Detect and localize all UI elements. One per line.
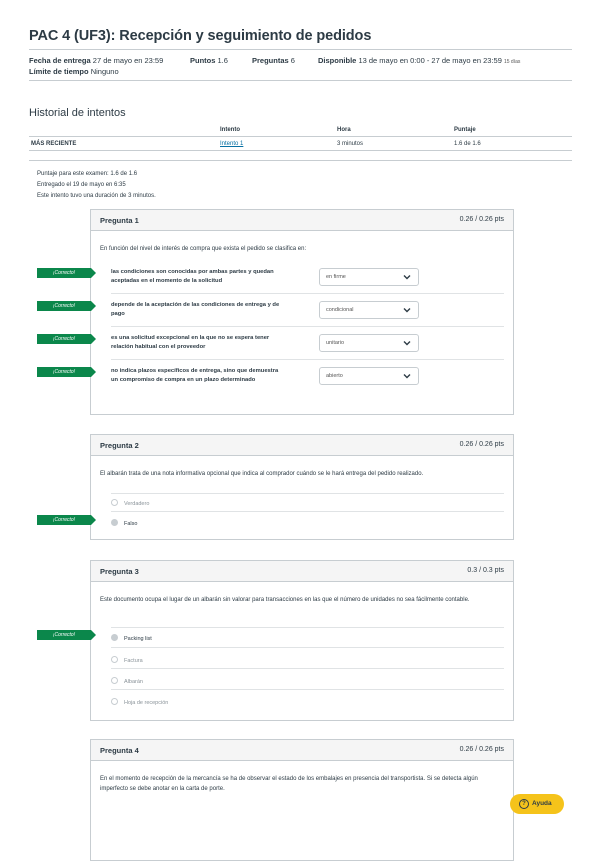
- correct-tag: ¡Correcto!: [37, 630, 91, 640]
- col-header-attempt: Intento: [220, 127, 240, 133]
- page-title: PAC 4 (UF3): Recepción y seguimiento de pedidos: [29, 28, 372, 44]
- question-2: [90, 434, 514, 540]
- radio-icon: [111, 519, 118, 526]
- row-label: MÁS RECIENTE: [31, 141, 77, 147]
- due-date: Fecha de entrega 27 de mayo en 23:59: [29, 56, 164, 65]
- divider: [111, 493, 504, 494]
- question-header: [91, 740, 513, 761]
- answer-option: Albarán: [111, 677, 143, 685]
- attempt-history-title: Historial de intentos: [29, 107, 126, 119]
- radio-icon: [111, 499, 118, 506]
- question-name: Pregunta 2: [100, 441, 139, 450]
- divider: [111, 627, 504, 628]
- attempt-link[interactable]: Intento 1: [220, 141, 244, 147]
- points: Puntos 1.6: [190, 56, 228, 65]
- attempt-score: 1.6 de 1.6: [454, 141, 481, 147]
- radio-icon: [111, 698, 118, 705]
- divider: [29, 136, 572, 137]
- question-text: En función del nivel de interés de compra que exista el pedido se clasifica en:: [100, 246, 307, 252]
- duration-line: Este intento tuvo una duración de 3 minutos.: [37, 193, 156, 199]
- divider: [111, 293, 504, 294]
- divider: [29, 49, 572, 50]
- question-header: [91, 435, 513, 456]
- answer-option: Factura: [111, 656, 143, 664]
- match-select[interactable]: abierto: [319, 367, 419, 385]
- divider: [111, 326, 504, 327]
- divider: [111, 689, 504, 690]
- match-statement: es una solicitud excepcional en la que no se espera tener relación habitual con el proveedor: [111, 335, 270, 350]
- question-text: El albarán trata de una nota informativa opcional que indica al comprador cuándo se le hará entrega del pedido realizado.: [100, 471, 424, 477]
- divider: [29, 160, 572, 161]
- question-header: [91, 210, 513, 231]
- answer-option: Hoja de recepción: [111, 698, 168, 706]
- correct-tag: ¡Correcto!: [37, 367, 91, 377]
- radio-icon: [111, 634, 118, 641]
- question-name: Pregunta 1: [100, 216, 139, 225]
- question-name: Pregunta 3: [100, 567, 139, 576]
- correct-tag: ¡Correcto!: [37, 334, 91, 344]
- match-select[interactable]: unitario: [319, 334, 419, 352]
- divider: [111, 668, 504, 669]
- chevron-down-icon: [402, 272, 412, 282]
- help-button[interactable]: ? Ayuda: [510, 794, 564, 814]
- match-statement: las condiciones son conocidas por ambas partes y quedan aceptadas en el momento de la solicitud: [111, 269, 274, 284]
- divider: [111, 511, 504, 512]
- question-points: 0.3 / 0.3 pts: [467, 567, 504, 574]
- answer-option: Packing list: [111, 634, 152, 642]
- correct-tag: ¡Correcto!: [37, 268, 91, 278]
- availability: Disponible 13 de mayo en 0:00 - 27 de mayo en 23:59 15 días: [318, 56, 521, 65]
- question-icon: ?: [519, 799, 529, 809]
- question-points: 0.26 / 0.26 pts: [459, 216, 504, 223]
- correct-tag: ¡Correcto!: [37, 301, 91, 311]
- question-count: Preguntas 6: [252, 56, 295, 65]
- question-points: 0.26 / 0.26 pts: [459, 746, 504, 753]
- submitted-line: Entregado el 19 de mayo en 6:35: [37, 182, 126, 188]
- question-name: Pregunta 4: [100, 746, 139, 755]
- time-limit: Límite de tiempo Ninguno: [29, 67, 119, 76]
- answer-option: Falso: [111, 519, 137, 527]
- match-select[interactable]: en firme: [319, 268, 419, 286]
- match-select[interactable]: condicional: [319, 301, 419, 319]
- col-header-score: Puntaje: [454, 127, 476, 133]
- divider: [29, 150, 572, 151]
- question-1: [90, 209, 514, 415]
- col-header-time: Hora: [337, 127, 351, 133]
- question-text: Este documento ocupa el lugar de un albarán sin valorar para transacciones en las que el número de unidades no sea fácilmente contable.: [100, 597, 470, 603]
- answer-option: Verdadero: [111, 499, 149, 507]
- match-statement: no indica plazos específicos de entrega, sino que demuestra un compromiso de compra en un plazo determinado: [111, 368, 279, 383]
- divider: [111, 647, 504, 648]
- question-4: [90, 739, 514, 861]
- chevron-down-icon: [402, 305, 412, 315]
- radio-icon: [111, 656, 118, 663]
- question-3: [90, 560, 514, 721]
- chevron-down-icon: [402, 338, 412, 348]
- question-text: En el momento de recepción de la mercancía se ha de observar el estado de los embalajes en presencia del transportista. Si se detecta algún imperfecto se debe anotar en la carta de porte.: [100, 776, 478, 792]
- correct-tag: ¡Correcto!: [37, 515, 91, 525]
- radio-icon: [111, 677, 118, 684]
- question-header: [91, 561, 513, 582]
- score-line: Puntaje para este examen: 1.6 de 1.6: [37, 171, 138, 177]
- match-statement: depende de la aceptación de las condiciones de entrega y de pago: [111, 302, 280, 317]
- divider: [111, 359, 504, 360]
- chevron-down-icon: [402, 371, 412, 381]
- divider: [29, 80, 572, 81]
- attempt-time: 3 minutos: [337, 141, 364, 147]
- question-points: 0.26 / 0.26 pts: [459, 441, 504, 448]
